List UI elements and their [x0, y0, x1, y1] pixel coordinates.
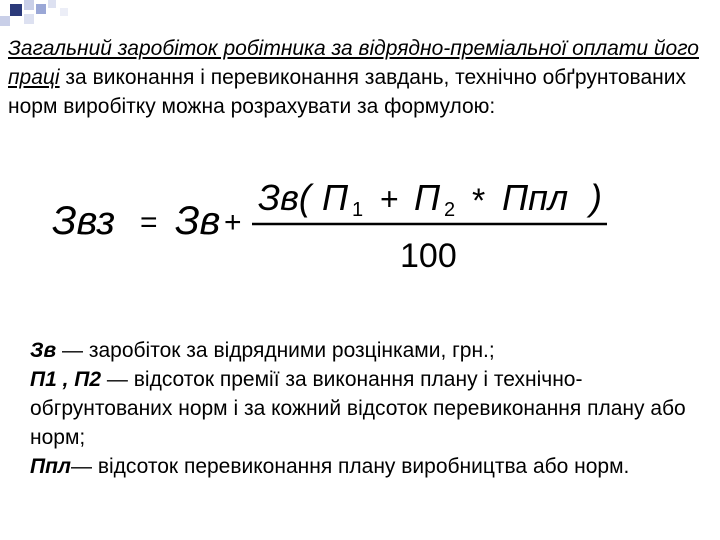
formula-close: ): [590, 177, 602, 218]
formula-p2-sub: 2: [444, 199, 456, 221]
def-symbol-zv: Зв: [30, 339, 57, 362]
formula-num-a: Зв(: [258, 177, 311, 218]
formula-plus: +: [224, 206, 242, 239]
def-symbol-ppl: Ппл: [30, 455, 71, 478]
formula-star: *: [472, 182, 486, 220]
formula: [40, 172, 640, 282]
def-symbol-p1p2: П1 , П2: [30, 368, 102, 391]
formula-ppl: Ппл: [502, 177, 569, 218]
formula-lhs: Звз: [52, 199, 116, 243]
def-text-ppl: — відсоток перевиконання плану виробництва або норм.: [71, 455, 630, 478]
def-text-p1p2: — відсоток премії за виконання плану і технічно-обгрунтованих норм і за кожний відсоток перевиконання плану або норм;: [30, 368, 686, 449]
definitions: [30, 336, 710, 481]
intro-emphasis: Загальний заробіток робітника за відрядно-преміальної оплати його праці: [8, 37, 699, 89]
formula-eq: =: [140, 206, 158, 239]
formula-term: Зв: [175, 199, 221, 243]
formula-p2: П: [414, 177, 441, 218]
formula-svg: [40, 172, 640, 282]
intro-rest: за виконання і перевиконання завдань, технічно обґрунтованих норм виробітку можна розрахувати за формулою:: [8, 66, 686, 118]
formula-p1-sub: 1: [352, 199, 364, 221]
def-text-zv: — заробіток за відрядними розцінками, грн.;: [56, 339, 495, 362]
formula-p1: П: [322, 177, 349, 218]
intro-paragraph: [8, 34, 708, 121]
formula-den: 100: [400, 237, 457, 275]
corner-decoration: [0, 0, 180, 30]
formula-num-plus: +: [380, 181, 399, 217]
